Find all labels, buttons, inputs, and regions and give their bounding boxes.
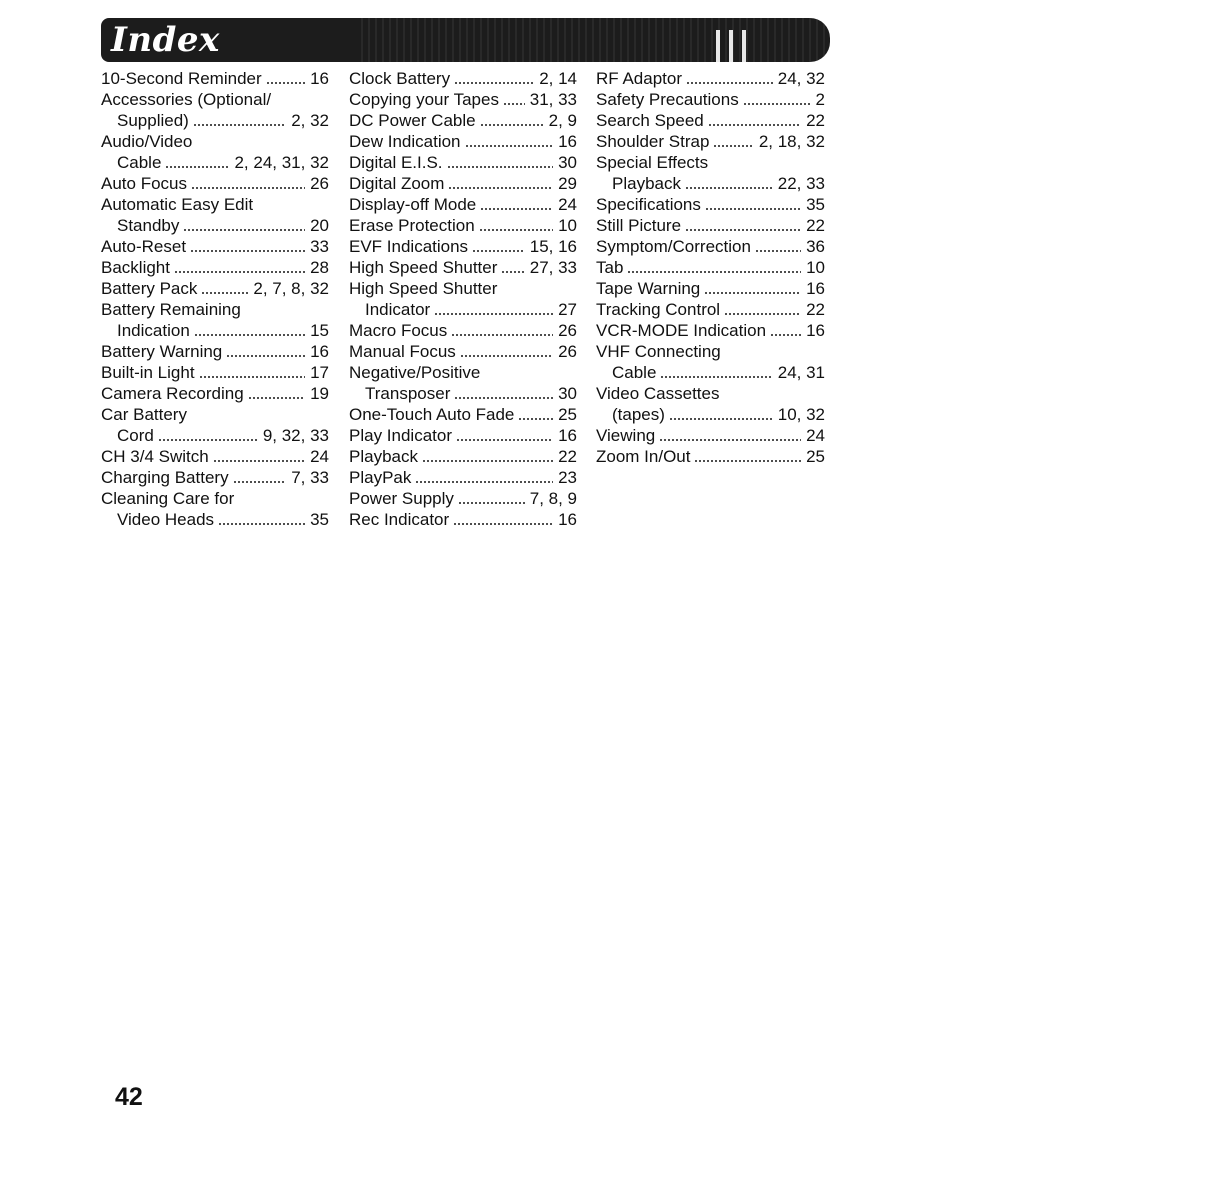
index-term-text: Backlight bbox=[101, 258, 170, 277]
index-page-refs: 22 bbox=[803, 110, 825, 131]
banner-decoration bbox=[729, 30, 733, 62]
index-entry-term bbox=[596, 68, 825, 89]
index-entry bbox=[101, 467, 329, 488]
index-page-refs: 25 bbox=[803, 446, 825, 467]
index-term-text: Auto Focus bbox=[101, 174, 187, 193]
dot-leader bbox=[705, 208, 801, 210]
index-entry-continuation bbox=[101, 110, 329, 131]
index-page-refs: 36 bbox=[803, 236, 825, 257]
dot-leader bbox=[480, 208, 553, 210]
index-entry bbox=[596, 236, 825, 257]
index-term-text: Search Speed bbox=[596, 111, 704, 130]
dot-leader bbox=[704, 292, 801, 294]
index-entry-term bbox=[596, 257, 825, 278]
index-term-text: Battery Pack bbox=[101, 279, 198, 298]
index-entry bbox=[101, 299, 329, 341]
index-entry-term bbox=[101, 341, 329, 362]
dot-leader bbox=[685, 229, 801, 231]
index-page-refs: 19 bbox=[307, 383, 329, 404]
dot-leader bbox=[201, 292, 248, 294]
index-entry-term bbox=[596, 215, 825, 236]
index-entry-term bbox=[101, 68, 329, 89]
index-page-refs: 22, 33 bbox=[775, 173, 825, 194]
index-term-text: Built-in Light bbox=[101, 363, 195, 382]
index-page-refs: 2, 9 bbox=[546, 110, 577, 131]
index-entry-term bbox=[349, 404, 577, 425]
index-entry-term bbox=[349, 152, 577, 173]
index-page-refs: 2, 14 bbox=[536, 68, 577, 89]
index-term-text: Safety Precautions bbox=[596, 90, 739, 109]
dot-leader bbox=[454, 82, 534, 84]
index-entry bbox=[349, 110, 577, 131]
index-entry bbox=[101, 341, 329, 362]
index-term-text: Supplied) bbox=[117, 111, 189, 130]
index-entry bbox=[596, 446, 825, 467]
dot-leader bbox=[213, 460, 305, 462]
index-entry bbox=[349, 173, 577, 194]
index-term-text: Transposer bbox=[365, 384, 451, 403]
index-term-text: Charging Battery bbox=[101, 468, 229, 487]
index-entry-term bbox=[349, 320, 577, 341]
index-entry-term bbox=[349, 488, 577, 509]
index-page-refs: 29 bbox=[555, 173, 577, 194]
index-page-refs: 35 bbox=[803, 194, 825, 215]
dot-leader bbox=[770, 334, 801, 336]
index-entry bbox=[349, 488, 577, 509]
dot-leader bbox=[266, 82, 305, 84]
index-term-text: One-Touch Auto Fade bbox=[349, 405, 515, 424]
index-entry-continuation bbox=[101, 152, 329, 173]
index-entry-term bbox=[349, 173, 577, 194]
index-entry-continuation bbox=[349, 299, 577, 320]
dot-leader bbox=[694, 460, 801, 462]
index-entry bbox=[349, 257, 577, 278]
index-page-refs: 7, 8, 9 bbox=[527, 488, 577, 509]
index-page-refs: 26 bbox=[307, 173, 329, 194]
index-entry-term bbox=[101, 236, 329, 257]
index-term-text: PlayPak bbox=[349, 468, 412, 487]
index-page-refs: 30 bbox=[555, 383, 577, 404]
index-entry bbox=[101, 404, 329, 446]
index-entry-term bbox=[596, 236, 825, 257]
index-entry-term bbox=[101, 404, 329, 425]
dot-leader bbox=[415, 481, 553, 483]
index-term-text: Video Cassettes bbox=[596, 384, 720, 403]
index-entry-term bbox=[349, 446, 577, 467]
dot-leader bbox=[158, 439, 258, 441]
dot-leader bbox=[479, 229, 553, 231]
index-term-text: Symptom/Correction bbox=[596, 237, 751, 256]
dot-leader bbox=[686, 82, 773, 84]
index-entry bbox=[596, 278, 825, 299]
dot-leader bbox=[503, 103, 525, 105]
index-term-text: Macro Focus bbox=[349, 321, 448, 340]
index-entry-term bbox=[349, 215, 577, 236]
index-page-refs: 35 bbox=[307, 509, 329, 530]
index-term-text: Battery Warning bbox=[101, 342, 223, 361]
index-entry-term bbox=[596, 131, 825, 152]
index-page-refs: 10 bbox=[555, 215, 577, 236]
index-page-refs: 28 bbox=[307, 257, 329, 278]
index-term-text: Erase Protection bbox=[349, 216, 475, 235]
index-entry-term bbox=[349, 509, 577, 530]
index-entry-term bbox=[349, 278, 577, 299]
index-term-text: Cable bbox=[117, 153, 162, 172]
index-page-refs: 24 bbox=[803, 425, 825, 446]
dot-leader bbox=[448, 187, 553, 189]
index-entry bbox=[349, 320, 577, 341]
index-column-2 bbox=[349, 68, 577, 530]
index-entry-term bbox=[596, 383, 825, 404]
index-term-text: Tape Warning bbox=[596, 279, 701, 298]
index-term-text: Automatic Easy Edit bbox=[101, 195, 254, 214]
dot-leader bbox=[447, 166, 553, 168]
index-page-refs: 27 bbox=[555, 299, 577, 320]
index-entry-term bbox=[349, 362, 577, 383]
dot-leader bbox=[174, 271, 305, 273]
index-entry-continuation bbox=[101, 509, 329, 530]
index-entry bbox=[349, 215, 577, 236]
index-page-refs: 7, 33 bbox=[288, 467, 329, 488]
index-entry-term bbox=[101, 89, 329, 110]
index-page-refs: 16 bbox=[555, 425, 577, 446]
index-entry bbox=[101, 383, 329, 404]
index-term-text: Battery Remaining bbox=[101, 300, 241, 319]
index-term-text: Manual Focus bbox=[349, 342, 456, 361]
index-term-text: Specifications bbox=[596, 195, 701, 214]
index-page-refs: 22 bbox=[555, 446, 577, 467]
index-entry bbox=[101, 278, 329, 299]
index-page-refs: 15 bbox=[307, 320, 329, 341]
index-entry-continuation bbox=[596, 362, 825, 383]
index-term-text: Camera Recording bbox=[101, 384, 244, 403]
index-page-refs: 16 bbox=[307, 68, 329, 89]
index-page-refs: 26 bbox=[555, 320, 577, 341]
index-entry bbox=[101, 194, 329, 236]
index-entry-term bbox=[349, 425, 577, 446]
index-page-refs: 10 bbox=[803, 257, 825, 278]
dot-leader bbox=[190, 250, 305, 252]
index-entry-term bbox=[101, 362, 329, 383]
index-entry bbox=[596, 194, 825, 215]
index-page-refs: 2, 7, 8, 32 bbox=[250, 278, 329, 299]
dot-leader bbox=[669, 418, 773, 420]
index-term-text: Cleaning Care for bbox=[101, 489, 235, 508]
index-entry bbox=[349, 341, 577, 362]
index-entry-continuation bbox=[349, 383, 577, 404]
index-page-refs: 24 bbox=[307, 446, 329, 467]
index-term-text: High Speed Shutter bbox=[349, 279, 498, 298]
index-entry bbox=[596, 68, 825, 89]
index-entry-term bbox=[101, 278, 329, 299]
index-term-text: RF Adaptor bbox=[596, 69, 682, 88]
index-entry-term bbox=[101, 383, 329, 404]
dot-leader bbox=[472, 250, 525, 252]
index-page-refs: 10, 32 bbox=[775, 404, 825, 425]
index-entry bbox=[101, 257, 329, 278]
index-entry bbox=[349, 467, 577, 488]
dot-leader bbox=[218, 523, 305, 525]
index-entry bbox=[596, 152, 825, 194]
index-page-refs: 27, 33 bbox=[527, 257, 577, 278]
dot-leader bbox=[456, 439, 553, 441]
dot-leader bbox=[660, 376, 773, 378]
dot-leader bbox=[226, 355, 305, 357]
index-entry bbox=[101, 68, 329, 89]
index-term-text: Tab bbox=[596, 258, 624, 277]
index-entry-term bbox=[596, 194, 825, 215]
index-entry bbox=[596, 131, 825, 152]
dot-leader bbox=[458, 502, 525, 504]
index-term-text: Cord bbox=[117, 426, 154, 445]
index-entry bbox=[349, 362, 577, 404]
index-entry-term bbox=[101, 488, 329, 509]
dot-leader bbox=[480, 124, 544, 126]
dot-leader bbox=[199, 376, 305, 378]
index-page-refs: 23 bbox=[555, 467, 577, 488]
index-page-refs: 9, 32, 33 bbox=[260, 425, 329, 446]
index-entry bbox=[349, 152, 577, 173]
index-column-1 bbox=[101, 68, 329, 530]
index-term-text: Negative/Positive bbox=[349, 363, 481, 382]
index-entry bbox=[349, 404, 577, 425]
index-term-text: Indicator bbox=[365, 300, 431, 319]
index-term-text: Clock Battery bbox=[349, 69, 451, 88]
index-term-text: Copying your Tapes bbox=[349, 90, 499, 109]
index-page-refs: 20 bbox=[307, 215, 329, 236]
index-term-text: Zoom In/Out bbox=[596, 447, 691, 466]
index-term-text: EVF Indications bbox=[349, 237, 469, 256]
index-title: Index bbox=[111, 20, 220, 60]
index-entry-term bbox=[596, 89, 825, 110]
index-term-text: Power Supply bbox=[349, 489, 454, 508]
index-entry-continuation bbox=[596, 173, 825, 194]
index-page-refs: 31, 33 bbox=[527, 89, 577, 110]
index-entry bbox=[349, 509, 577, 530]
index-entry-term bbox=[596, 152, 825, 173]
index-entry bbox=[596, 215, 825, 236]
index-page-refs: 16 bbox=[803, 278, 825, 299]
index-page-refs: 2, 18, 32 bbox=[756, 131, 825, 152]
index-term-text: Rec Indicator bbox=[349, 510, 450, 529]
dot-leader bbox=[454, 397, 553, 399]
index-page-refs: 2, 32 bbox=[288, 110, 329, 131]
index-entry-term bbox=[101, 299, 329, 320]
index-entry-term bbox=[596, 341, 825, 362]
index-entry-term bbox=[349, 236, 577, 257]
index-term-text: (tapes) bbox=[612, 405, 665, 424]
index-entry-term bbox=[349, 341, 577, 362]
index-entry-term bbox=[101, 173, 329, 194]
index-entry bbox=[349, 131, 577, 152]
index-page-refs: 16 bbox=[307, 341, 329, 362]
dot-leader bbox=[659, 439, 801, 441]
index-entry-term bbox=[349, 131, 577, 152]
index-term-text: Digital Zoom bbox=[349, 174, 445, 193]
index-entry bbox=[596, 425, 825, 446]
banner-decoration bbox=[742, 30, 746, 62]
index-entry bbox=[596, 341, 825, 383]
index-entry-continuation bbox=[596, 404, 825, 425]
dot-leader bbox=[193, 124, 286, 126]
index-entry bbox=[349, 278, 577, 320]
dot-leader bbox=[248, 397, 305, 399]
dot-leader bbox=[708, 124, 801, 126]
index-entry bbox=[596, 257, 825, 278]
index-term-text: Playback bbox=[349, 447, 418, 466]
index-term-text: Viewing bbox=[596, 426, 656, 445]
index-page-refs: 24 bbox=[555, 194, 577, 215]
index-entry bbox=[596, 110, 825, 131]
index-term-text: Still Picture bbox=[596, 216, 682, 235]
index-term-text: Digital E.I.S. bbox=[349, 153, 443, 172]
dot-leader bbox=[685, 187, 773, 189]
index-column-3 bbox=[596, 68, 825, 467]
index-entry-term bbox=[349, 467, 577, 488]
index-page-refs: 24, 31 bbox=[775, 362, 825, 383]
index-entry-continuation bbox=[101, 425, 329, 446]
index-page-refs: 2, 24, 31, 32 bbox=[231, 152, 329, 173]
index-term-text: Video Heads bbox=[117, 510, 215, 529]
index-entry-term bbox=[596, 278, 825, 299]
index-term-text: 10-Second Reminder bbox=[101, 69, 262, 88]
dot-leader bbox=[183, 229, 305, 231]
dot-leader bbox=[165, 166, 229, 168]
index-entry-term bbox=[349, 68, 577, 89]
index-page-refs: 24, 32 bbox=[775, 68, 825, 89]
dot-leader bbox=[451, 334, 553, 336]
index-header-banner bbox=[101, 18, 830, 62]
index-entry bbox=[101, 488, 329, 530]
index-entry bbox=[596, 299, 825, 320]
index-term-text: Shoulder Strap bbox=[596, 132, 710, 151]
index-entry bbox=[349, 446, 577, 467]
index-page-refs: 16 bbox=[555, 509, 577, 530]
index-entry-term bbox=[596, 110, 825, 131]
index-term-text: Playback bbox=[612, 174, 681, 193]
index-entry bbox=[101, 89, 329, 131]
index-entry-term bbox=[101, 194, 329, 215]
index-entry bbox=[349, 425, 577, 446]
index-entry bbox=[101, 362, 329, 383]
index-entry bbox=[101, 446, 329, 467]
index-page-refs: 17 bbox=[307, 362, 329, 383]
dot-leader bbox=[191, 187, 305, 189]
index-entry bbox=[596, 89, 825, 110]
index-page-refs: 22 bbox=[803, 299, 825, 320]
index-entry-term bbox=[101, 446, 329, 467]
index-term-text: Tracking Control bbox=[596, 300, 721, 319]
index-term-text: Indication bbox=[117, 321, 190, 340]
dot-leader bbox=[501, 271, 525, 273]
index-entry bbox=[101, 131, 329, 173]
index-entry-term bbox=[101, 257, 329, 278]
dot-leader bbox=[422, 460, 553, 462]
dot-leader bbox=[460, 355, 553, 357]
index-term-text: VCR-MODE Indication bbox=[596, 321, 767, 340]
index-page-refs: 16 bbox=[803, 320, 825, 341]
dot-leader bbox=[434, 313, 553, 315]
index-page-refs: 16 bbox=[555, 131, 577, 152]
dot-leader bbox=[713, 145, 754, 147]
index-entry bbox=[349, 194, 577, 215]
index-term-text: Car Battery bbox=[101, 405, 187, 424]
index-entry-term bbox=[596, 320, 825, 341]
index-entry-term bbox=[349, 89, 577, 110]
index-entry-term bbox=[596, 446, 825, 467]
index-entry-term bbox=[349, 257, 577, 278]
index-entry-continuation bbox=[101, 215, 329, 236]
index-term-text: Display-off Mode bbox=[349, 195, 477, 214]
index-term-text: Accessories (Optional/ bbox=[101, 90, 272, 109]
dot-leader bbox=[518, 418, 553, 420]
index-page-refs: 30 bbox=[555, 152, 577, 173]
index-term-text: DC Power Cable bbox=[349, 111, 476, 130]
index-entry bbox=[101, 173, 329, 194]
index-page-refs: 33 bbox=[307, 236, 329, 257]
dot-leader bbox=[724, 313, 801, 315]
index-page-refs: 2 bbox=[813, 89, 825, 110]
dot-leader bbox=[755, 250, 801, 252]
index-term-text: Auto-Reset bbox=[101, 237, 187, 256]
index-page-refs: 22 bbox=[803, 215, 825, 236]
index-term-text: Standby bbox=[117, 216, 180, 235]
index-entry-term bbox=[349, 110, 577, 131]
dot-leader bbox=[453, 523, 553, 525]
index-entry bbox=[101, 236, 329, 257]
index-entry bbox=[596, 383, 825, 425]
index-entry-term bbox=[101, 131, 329, 152]
dot-leader bbox=[465, 145, 553, 147]
index-entry-term bbox=[596, 299, 825, 320]
banner-decoration bbox=[716, 30, 720, 62]
page-number: 42 bbox=[115, 1083, 143, 1111]
index-term-text: High Speed Shutter bbox=[349, 258, 498, 277]
dot-leader bbox=[743, 103, 811, 105]
index-term-text: VHF Connecting bbox=[596, 342, 721, 361]
index-entry bbox=[349, 89, 577, 110]
index-entry bbox=[349, 68, 577, 89]
index-term-text: Cable bbox=[612, 363, 657, 382]
index-page-refs: 26 bbox=[555, 341, 577, 362]
index-term-text: Audio/Video bbox=[101, 132, 193, 151]
index-entry bbox=[596, 320, 825, 341]
index-entry-continuation bbox=[101, 320, 329, 341]
index-term-text: Dew Indication bbox=[349, 132, 461, 151]
index-entry bbox=[349, 236, 577, 257]
index-entry-term bbox=[101, 467, 329, 488]
dot-leader bbox=[194, 334, 305, 336]
index-page-refs: 25 bbox=[555, 404, 577, 425]
index-term-text: CH 3/4 Switch bbox=[101, 447, 209, 466]
index-entry-term bbox=[596, 425, 825, 446]
index-term-text: Play Indicator bbox=[349, 426, 452, 445]
index-entry-term bbox=[349, 194, 577, 215]
index-page-refs: 15, 16 bbox=[527, 236, 577, 257]
dot-leader bbox=[627, 271, 801, 273]
index-term-text: Special Effects bbox=[596, 153, 709, 172]
dot-leader bbox=[233, 481, 286, 483]
